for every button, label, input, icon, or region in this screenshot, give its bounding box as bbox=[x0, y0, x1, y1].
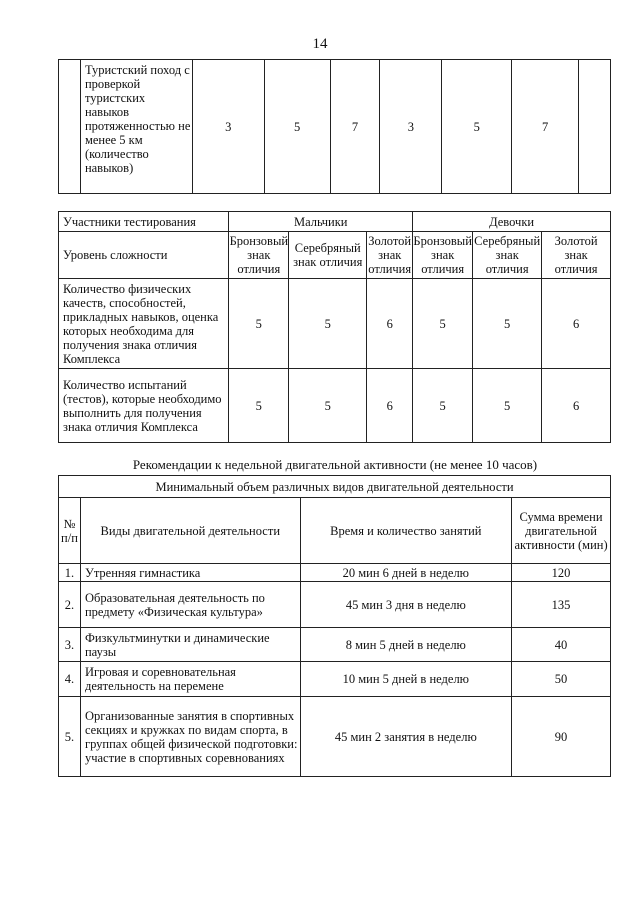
recommendations-caption: Рекомендации к недельной двигательной активности (не менее 10 часов) bbox=[132, 457, 538, 472]
empty-cell bbox=[579, 60, 611, 194]
recommendations-table bbox=[58, 475, 611, 777]
row-number: 4. bbox=[59, 662, 81, 697]
badge-header: Золотой знак отличия bbox=[367, 232, 413, 279]
total-cell: 90 bbox=[512, 697, 611, 777]
table-row bbox=[59, 628, 611, 662]
page-number: 14 bbox=[312, 36, 328, 52]
table-row bbox=[59, 697, 611, 777]
girls-header: Девочки bbox=[413, 212, 611, 232]
num-header: № п/п bbox=[59, 498, 81, 564]
hike-activity-cell: Туристский поход с проверкой туристских навыков протяженностью не менее 5 км (количество навыков) bbox=[80, 60, 192, 194]
badge-header: Серебряный знак отличия bbox=[473, 232, 542, 279]
time-cell: 20 мин 6 дней в неделю bbox=[300, 564, 512, 582]
table-cell: 6 bbox=[542, 279, 611, 369]
table-cell: 5 bbox=[413, 369, 473, 443]
boys-header: Мальчики bbox=[229, 212, 413, 232]
activity-cell: Организованные занятия в спортивных секциях и кружках по видам спорта, в группах общей физической подготовки: участие в спортивных соревнованиях bbox=[80, 697, 300, 777]
table-cell: 5 bbox=[289, 369, 367, 443]
hike-value-3: 7 bbox=[330, 60, 380, 194]
total-cell: 40 bbox=[512, 628, 611, 662]
table-row bbox=[59, 279, 611, 369]
hike-value-2: 5 bbox=[264, 60, 330, 194]
table-row bbox=[59, 582, 611, 628]
activity-cell: Физкультминутки и динамические паузы bbox=[80, 628, 300, 662]
badge-header: Золотой знак отличия bbox=[542, 232, 611, 279]
row-number: 5. bbox=[59, 697, 81, 777]
table-row bbox=[59, 60, 611, 194]
hike-value-5: 5 bbox=[442, 60, 512, 194]
total-cell: 120 bbox=[512, 564, 611, 582]
table-row bbox=[59, 564, 611, 582]
activity-cell: Утренняя гимнастика bbox=[80, 564, 300, 582]
hike-value-1: 3 bbox=[192, 60, 264, 194]
table-cell: 5 bbox=[473, 369, 542, 443]
time-cell: 8 мин 5 дней в неделю bbox=[300, 628, 512, 662]
table-cell: 5 bbox=[473, 279, 542, 369]
table-cell: 6 bbox=[367, 369, 413, 443]
activity-cell: Образовательная деятельность по предмету «Физическая культура» bbox=[80, 582, 300, 628]
empty-cell bbox=[59, 60, 81, 194]
hike-table bbox=[58, 59, 611, 194]
total-cell: 50 bbox=[512, 662, 611, 697]
norms-table bbox=[58, 211, 611, 443]
total-cell: 135 bbox=[512, 582, 611, 628]
table-row bbox=[59, 498, 611, 564]
level-header: Уровень сложности bbox=[59, 232, 229, 279]
time-cell: 10 мин 5 дней в неделю bbox=[300, 662, 512, 697]
table-row bbox=[59, 476, 611, 498]
time-cell: 45 мин 3 дня в неделю bbox=[300, 582, 512, 628]
row-label: Количество физических качеств, способностей, прикладных навыков, оценка которых необходима для получения знака отличия Комплекса bbox=[59, 279, 229, 369]
table-cell: 5 bbox=[413, 279, 473, 369]
time-cell: 45 мин 2 занятия в неделю bbox=[300, 697, 512, 777]
badge-header: Серебряный знак отличия bbox=[289, 232, 367, 279]
table-row bbox=[59, 212, 611, 232]
time-header: Время и количество занятий bbox=[300, 498, 512, 564]
row-number: 1. bbox=[59, 564, 81, 582]
row-number: 2. bbox=[59, 582, 81, 628]
activity-cell: Игровая и соревновательная деятельность на перемене bbox=[80, 662, 300, 697]
table-cell: 6 bbox=[542, 369, 611, 443]
table-subheader: Минимальный объем различных видов двигательной деятельности bbox=[59, 476, 611, 498]
total-header: Сумма времени двигательной активности (мин) bbox=[512, 498, 611, 564]
badge-header: Бронзовый знак отличия bbox=[413, 232, 473, 279]
table-cell: 5 bbox=[229, 279, 289, 369]
row-number: 3. bbox=[59, 628, 81, 662]
table-cell: 6 bbox=[367, 279, 413, 369]
row-label: Количество испытаний (тестов), которые необходимо выполнить для получения знака отличия Комплекса bbox=[59, 369, 229, 443]
hike-value-6: 7 bbox=[512, 60, 579, 194]
table-row bbox=[59, 369, 611, 443]
table-cell: 5 bbox=[289, 279, 367, 369]
table-cell: 5 bbox=[229, 369, 289, 443]
hike-value-4: 3 bbox=[380, 60, 442, 194]
table-row bbox=[59, 662, 611, 697]
participants-header: Участники тестирования bbox=[59, 212, 229, 232]
table-row bbox=[59, 232, 611, 279]
badge-header: Бронзовый знак отличия bbox=[229, 232, 289, 279]
activity-header: Виды двигательной деятельности bbox=[80, 498, 300, 564]
